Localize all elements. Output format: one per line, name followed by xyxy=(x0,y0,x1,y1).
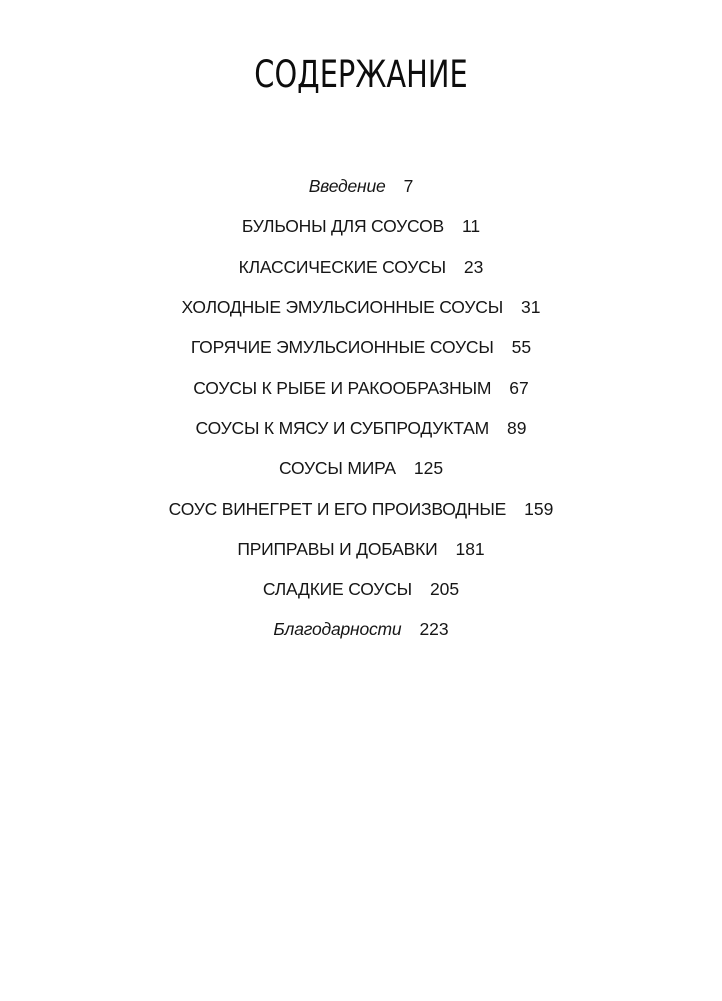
toc-entry-page-number: 7 xyxy=(403,176,414,197)
toc-entry-page-number: 223 xyxy=(419,619,449,640)
toc-entry-label: СОУСЫ К РЫБЕ И РАКООБРАЗНЫМ xyxy=(193,377,492,398)
toc-entry-world-sauces[interactable] xyxy=(0,448,722,488)
toc-entry-classic-sauces[interactable] xyxy=(0,247,722,287)
table-of-contents xyxy=(0,166,722,650)
toc-entry-page-number: 31 xyxy=(521,297,541,318)
toc-entry-label: СОУСЫ К МЯСУ И СУБПРОДУКТАМ xyxy=(195,417,489,438)
toc-entry-page-number: 89 xyxy=(506,417,527,438)
toc-entry-label: ХОЛОДНЫЕ ЭМУЛЬСИОННЫЕ СОУСЫ xyxy=(181,297,503,318)
toc-entry-label: СОУС ВИНЕГРЕТ И ЕГО ПРОИЗВОДНЫЕ xyxy=(168,498,507,519)
toc-entry-label: Благодарности xyxy=(273,619,402,640)
toc-entry-page-number: 125 xyxy=(413,458,444,479)
toc-entry-vinaigrette[interactable] xyxy=(0,488,722,528)
toc-entry-label: ПРИПРАВЫ И ДОБАВКИ xyxy=(237,538,438,559)
toc-entry-label: БУЛЬОНЫ ДЛЯ СОУСОВ xyxy=(241,216,444,237)
toc-entry-label: СЛАДКИЕ СОУСЫ xyxy=(262,579,412,600)
toc-entry-meat-sauces[interactable] xyxy=(0,408,722,448)
toc-entry-page-number: 181 xyxy=(455,538,485,559)
toc-entry-acknowledgements[interactable] xyxy=(0,609,722,649)
toc-entry-hot-emulsion-sauces[interactable] xyxy=(0,327,722,367)
toc-entry-introduction[interactable] xyxy=(0,166,722,206)
toc-entry-page-number: 205 xyxy=(429,579,460,600)
toc-entry-page-number: 11 xyxy=(462,216,481,237)
toc-entry-label: СОУСЫ МИРА xyxy=(278,458,396,479)
toc-entry-cold-emulsion-sauces[interactable] xyxy=(0,287,722,327)
toc-entry-label: ГОРЯЧИЕ ЭМУЛЬСИОННЫЕ СОУСЫ xyxy=(190,337,494,358)
toc-entry-seasonings[interactable] xyxy=(0,529,722,569)
toc-entry-page-number: 23 xyxy=(463,256,484,277)
toc-entry-broths[interactable] xyxy=(0,206,722,246)
toc-entry-page-number: 67 xyxy=(509,377,529,398)
toc-entry-label: КЛАССИЧЕСКИЕ СОУСЫ xyxy=(238,256,446,277)
page-title: СОДЕРЖАНИЕ xyxy=(254,53,468,96)
toc-entry-page-number: 55 xyxy=(511,337,532,358)
toc-entry-sweet-sauces[interactable] xyxy=(0,569,722,609)
toc-entry-fish-sauces[interactable] xyxy=(0,367,722,407)
toc-entry-page-number: 159 xyxy=(524,498,554,519)
toc-entry-label: Введение xyxy=(308,176,386,197)
